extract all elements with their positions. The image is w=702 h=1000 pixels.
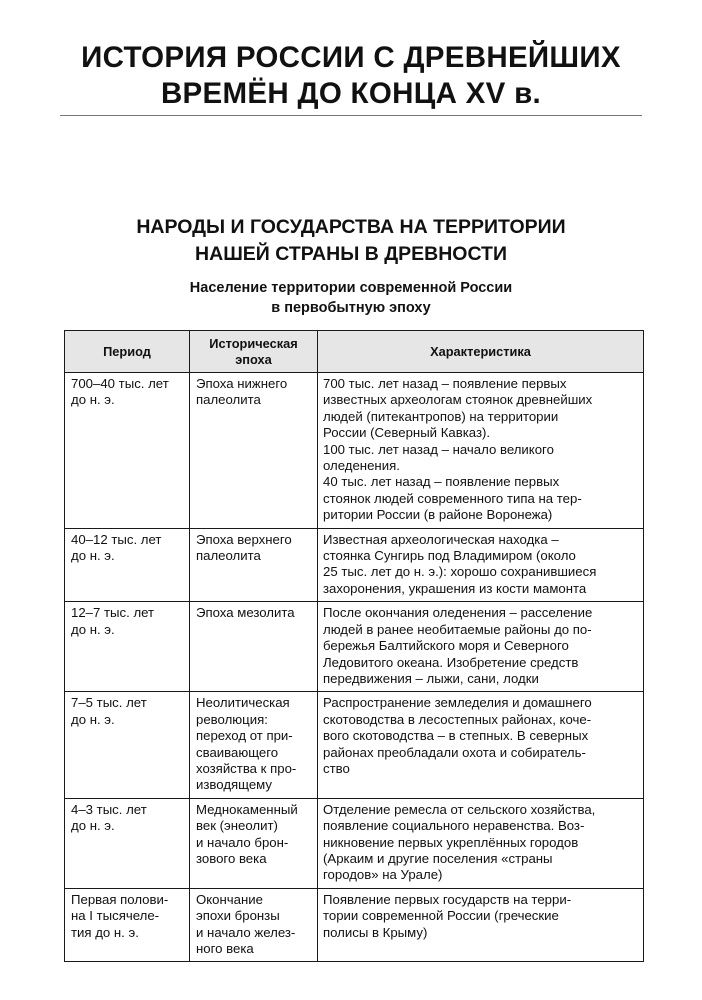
cell-epoch-line: эпохи бронзы: [196, 908, 280, 924]
cell-epoch-line: палеолита: [196, 392, 261, 408]
table-header-row: [65, 331, 644, 373]
title-divider: [60, 115, 642, 116]
cell-epoch-line: сваивающего: [196, 744, 279, 760]
cell-epoch-line: палеолита: [196, 548, 261, 564]
cell-period-line: 40–12 тыс. лет: [71, 531, 162, 547]
cell-characteristic: [318, 528, 644, 602]
cell-characteristic-line: появление социального неравенства. Воз-: [323, 818, 585, 834]
cell-period-line: 12–7 тыс. лет: [71, 605, 155, 621]
cell-period-line: до н. э.: [71, 711, 115, 727]
cell-period-line: 700–40 тыс. лет: [71, 376, 169, 391]
table-row: [65, 888, 644, 962]
cell-epoch-line: и начало брон-: [196, 834, 289, 850]
table-caption-line: в первобытную эпоху: [271, 300, 431, 316]
cell-characteristic: [318, 888, 644, 962]
header-text: Период: [103, 343, 151, 359]
cell-epoch-line: ного века: [196, 941, 254, 956]
cell-characteristic: [318, 692, 644, 798]
header-text: Характеристика: [430, 343, 531, 359]
header-epoch: [190, 331, 318, 373]
book-title-line: ВРЕМЁН ДО КОНЦА XV в.: [160, 77, 542, 110]
cell-characteristic-line: передвижения – лыжи, сани, лодки: [323, 670, 539, 686]
cell-period-line: до н. э.: [71, 621, 115, 637]
cell-epoch-line: революция:: [196, 711, 268, 727]
cell-epoch-line: Меднокаменный: [196, 801, 298, 817]
cell-period-line: 7–5 тыс. лет: [71, 695, 147, 711]
cell-characteristic-line: России (Северный Кавказ).: [323, 425, 491, 441]
cell-characteristic-line: людей в ранее необитаемые районы до по-: [323, 621, 592, 637]
cell-characteristic: [318, 373, 644, 529]
cell-characteristic-line: 40 тыс. лет назад – появление первых: [323, 474, 560, 490]
cell-characteristic-line: Известная археологическая находка –: [323, 531, 559, 547]
cell-characteristic: [318, 602, 644, 692]
cell-epoch: [190, 798, 318, 888]
cell-characteristic-line: городов» на Урале): [323, 867, 443, 883]
cell-period-line: на I тысячеле-: [71, 908, 160, 924]
cell-characteristic-line: оледенения.: [323, 458, 400, 474]
cell-period-line: Первая полови-: [71, 891, 169, 907]
cell-epoch: [190, 373, 318, 529]
section-title-line: НАРОДЫ И ГОСУДАРСТВА НА ТЕРРИТОРИИ: [136, 216, 566, 238]
cell-epoch-line: Эпоха нижнего: [196, 376, 288, 391]
table-row: [65, 602, 644, 692]
book-title-line: ИСТОРИЯ РОССИИ С ДРЕВНЕЙШИХ: [81, 41, 621, 74]
cell-characteristic-line: районах преобладали охота и собиратель-: [323, 744, 586, 760]
table-row: [65, 692, 644, 798]
cell-epoch-line: Эпоха верхнего: [196, 531, 292, 547]
table-row: [65, 798, 644, 888]
cell-period: [65, 888, 190, 962]
cell-period-line: 4–3 тыс. лет: [71, 801, 147, 817]
cell-period-line: до н. э.: [71, 392, 115, 408]
cell-characteristic-line: Появление первых государств на терри-: [323, 891, 572, 907]
header-text: эпоха: [235, 351, 272, 367]
cell-characteristic-line: известных археологам стоянок древнейших: [323, 392, 593, 408]
cell-characteristic-line: вого скотоводства – в степных. В северных: [323, 728, 589, 744]
cell-epoch-line: и начало желез-: [196, 924, 296, 940]
table-caption-line: Население территории современной России: [189, 280, 513, 296]
table-row: [65, 528, 644, 602]
cell-period: [65, 602, 190, 692]
section-title-line: НАШЕЙ СТРАНЫ В ДРЕВНОСТИ: [195, 243, 507, 265]
cell-characteristic-line: скотоводства в лесостепных районах, коче-: [323, 711, 592, 727]
cell-characteristic-line: бережья Балтийского моря и Северного: [323, 638, 569, 654]
cell-characteristic-line: стоянок людей современного типа на тер-: [323, 490, 582, 506]
cell-characteristic-line: полисы в Крыму): [323, 924, 428, 940]
section-title: [0, 214, 702, 268]
table-caption: [0, 278, 702, 318]
cell-epoch-line: Эпоха мезолита: [196, 605, 295, 621]
cell-period: [65, 692, 190, 798]
cell-characteristic-line: 100 тыс. лет назад – начало великого: [323, 441, 554, 457]
book-title: [0, 40, 702, 112]
cell-characteristic-line: Ледовитого океана. Изобретение средств: [323, 654, 579, 670]
cell-characteristic-line: стоянка Сунгирь под Владимиром (около: [323, 548, 576, 564]
cell-characteristic-line: людей (питекантропов) на территории: [323, 408, 559, 424]
cell-period-line: тия до н. э.: [71, 924, 139, 940]
cell-epoch: [190, 692, 318, 798]
cell-characteristic-line: Отделение ремесла от сельского хозяйства,: [323, 801, 596, 817]
cell-period: [65, 528, 190, 602]
cell-characteristic-line: Распространение земледелия и домашнего: [323, 695, 592, 711]
cell-characteristic-line: ритории России (в районе Воронежа): [323, 507, 553, 523]
population-table: [64, 330, 644, 962]
cell-epoch: [190, 888, 318, 962]
cell-characteristic-line: захоронения, украшения из кости мамонта: [323, 580, 587, 596]
cell-epoch-line: зового века: [196, 850, 267, 866]
header-text: Историческая: [209, 336, 298, 351]
table-body: [65, 373, 644, 962]
cell-characteristic-line: тории современной России (греческие: [323, 908, 559, 924]
cell-period: [65, 798, 190, 888]
cell-period: [65, 373, 190, 529]
header-characteristic: [318, 331, 644, 373]
cell-epoch: [190, 602, 318, 692]
cell-characteristic-line: (Аркаим и другие поселения «страны: [323, 850, 553, 866]
cell-epoch-line: хозяйства к про-: [196, 760, 297, 776]
cell-characteristic: [318, 798, 644, 888]
cell-characteristic-line: После окончания оледенения – расселение: [323, 605, 593, 621]
cell-epoch-line: Неолитическая: [196, 695, 290, 711]
cell-epoch: [190, 528, 318, 602]
cell-epoch-line: Окончание: [196, 891, 263, 907]
header-period: [65, 331, 190, 373]
cell-period-line: до н. э.: [71, 818, 115, 834]
cell-characteristic-line: ство: [323, 760, 350, 776]
cell-epoch-line: изводящему: [196, 777, 272, 793]
cell-characteristic-line: 25 тыс. лет до н. э.): хорошо сохранившиеся: [323, 564, 597, 580]
cell-period-line: до н. э.: [71, 548, 115, 564]
table-row: [65, 373, 644, 529]
cell-characteristic-line: никновение первых укреплённых городов: [323, 834, 579, 850]
cell-epoch-line: век (энеолит): [196, 818, 278, 834]
cell-characteristic-line: 700 тыс. лет назад – появление первых: [323, 376, 567, 391]
cell-epoch-line: переход от при-: [196, 728, 293, 744]
